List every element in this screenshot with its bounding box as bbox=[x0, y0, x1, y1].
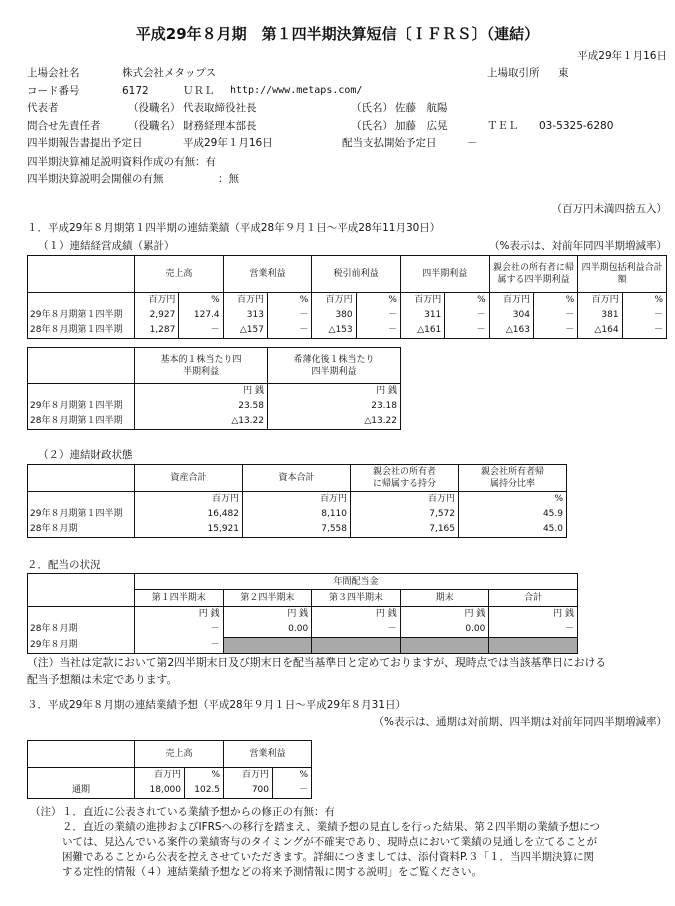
value-cell: 45.0 bbox=[459, 522, 567, 538]
representative-name: 佐藤 航陽 bbox=[395, 102, 448, 114]
row-label: 28年８月期 bbox=[28, 522, 135, 538]
value-cell: 0.00 bbox=[400, 622, 489, 638]
section3-percent-note: （%表示は、通期は対前期、四半期は対前年同四半期増減率） bbox=[373, 716, 667, 728]
name-label: （氏名） bbox=[351, 120, 393, 132]
supplementary-material: 四半期決算補足説明資料作成の有無：有 bbox=[27, 156, 216, 168]
unit-label: 百万円 bbox=[578, 293, 622, 309]
table-row bbox=[28, 293, 667, 309]
column-header: 四半期包括利益合計額 bbox=[578, 256, 667, 293]
value-cell: － bbox=[135, 622, 224, 638]
section1-sub2: （２）連結財政状態 bbox=[38, 449, 133, 461]
table-row bbox=[28, 622, 578, 638]
column-header: 営業利益 bbox=[223, 256, 312, 293]
representative-label: 代表者 bbox=[27, 102, 59, 114]
url-link[interactable]: http://www.metaps.com/ bbox=[230, 85, 363, 96]
value-cell: 1,287 bbox=[135, 323, 179, 339]
header-blank bbox=[28, 256, 135, 293]
row-label: 28年８月期第１四半期 bbox=[28, 323, 135, 339]
column-header: 売上高 bbox=[135, 741, 224, 768]
column-header: 親会社の所有者に帰属する持分 bbox=[351, 465, 459, 492]
value-cell: － bbox=[356, 323, 400, 339]
column-header: 期末 bbox=[400, 590, 489, 607]
header-blank bbox=[28, 465, 135, 492]
unit-label: 円 銭 bbox=[223, 607, 312, 623]
role-label: （役職名） bbox=[128, 120, 181, 132]
column-header: 資産合計 bbox=[135, 465, 243, 492]
forecast-note-2-cont-3: する定性的情報（４）連結業績予想などの将来予測情報に関する説明」をご覧ください。 bbox=[62, 866, 482, 878]
row-label: 29年８月期 bbox=[28, 638, 135, 654]
unit-label: % bbox=[622, 293, 666, 309]
unit-label-blank bbox=[28, 384, 135, 400]
column-header: 第３四半期末 bbox=[312, 590, 401, 607]
value-cell: － bbox=[445, 308, 489, 323]
briefing-label: 四半期決算説明会開催の有無 bbox=[27, 173, 164, 185]
value-cell: － bbox=[267, 323, 311, 339]
section1-percent-note: （%表示は、対前年同四半期増減率） bbox=[489, 240, 667, 252]
forecast-table bbox=[27, 740, 312, 799]
unit-label: 円 銭 bbox=[135, 607, 224, 623]
financial-position-table bbox=[27, 464, 567, 538]
row-label: 28年８月期 bbox=[28, 622, 135, 638]
unit-label: 百万円 bbox=[243, 492, 351, 508]
unit-label: 円 銭 bbox=[135, 384, 268, 400]
column-header: 親会社所有者帰属持分比率 bbox=[459, 465, 567, 492]
table-row bbox=[28, 522, 567, 538]
column-header: 第１四半期末 bbox=[135, 590, 224, 607]
contact-label: 問合せ先責任者 bbox=[27, 120, 101, 132]
report-date-label: 四半期報告書提出予定日 bbox=[27, 137, 143, 149]
dividend-start-label: 配当支払開始予定日 bbox=[342, 137, 437, 149]
table-row bbox=[28, 507, 567, 522]
unit-label: % bbox=[356, 293, 400, 309]
table-row bbox=[28, 768, 312, 784]
column-header: 希薄化後１株当たり四半期利益 bbox=[268, 348, 401, 384]
value-cell: － bbox=[312, 622, 401, 638]
row-label: 29年８月期第１四半期 bbox=[28, 507, 135, 522]
table-row bbox=[28, 348, 401, 384]
unit-label: 百万円 bbox=[489, 293, 533, 309]
value-cell: 380 bbox=[312, 308, 356, 323]
value-cell: 2,927 bbox=[135, 308, 179, 323]
eps-table bbox=[27, 347, 401, 430]
unit-label: % bbox=[179, 293, 223, 309]
forecast-note-2-cont-1: いては、見込んでいる案件の業績寄与のタイミングが不確実であり、現時点において業績の見通しを立てることが bbox=[62, 836, 598, 848]
value-cell: △153 bbox=[312, 323, 356, 339]
unit-label: 百万円 bbox=[135, 492, 243, 508]
value-cell: 304 bbox=[489, 308, 533, 323]
value-cell: 381 bbox=[578, 308, 622, 323]
shaded-cell bbox=[400, 638, 489, 654]
forecast-note-2-cont-2: 困難であることから公表を控えさせていただきます。詳細につきましては、添付資料P.３「１．当四半期決算に関 bbox=[62, 851, 594, 863]
value-cell: － bbox=[445, 323, 489, 339]
value-cell: 0.00 bbox=[223, 622, 312, 638]
unit-label: % bbox=[459, 492, 567, 508]
unit-label: % bbox=[533, 293, 577, 309]
release-date: 平成29年１月16日 bbox=[577, 50, 667, 62]
value-cell: 8,110 bbox=[243, 507, 351, 522]
shaded-cell bbox=[312, 638, 401, 654]
value-cell: △161 bbox=[400, 323, 444, 339]
rounding-note: （百万円未満四捨五入） bbox=[551, 203, 667, 215]
value-cell: 23.58 bbox=[135, 399, 268, 414]
forecast-note-2: ２．直近の業績の進捗およびIFRSへの移行を踏まえ、業績予想の見直しを行った結果、第２四半期の業績予想につ bbox=[62, 821, 601, 833]
row-label: 28年８月期第１四半期 bbox=[28, 414, 135, 430]
header-blank bbox=[28, 348, 135, 384]
table-row bbox=[28, 256, 667, 293]
row-label: 29年８月期第１四半期 bbox=[28, 399, 135, 414]
unit-label: 円 銭 bbox=[312, 607, 401, 623]
unit-label: % bbox=[185, 768, 224, 784]
value-cell: △163 bbox=[489, 323, 533, 339]
contact-name: 加藤 広晃 bbox=[395, 120, 448, 132]
table-row bbox=[28, 308, 667, 323]
report-date-value: 平成29年１月16日 bbox=[183, 137, 273, 149]
value-cell: △157 bbox=[223, 323, 267, 339]
column-header: 第２四半期末 bbox=[223, 590, 312, 607]
row-label: 29年８月期第１四半期 bbox=[28, 308, 135, 323]
value-cell: 311 bbox=[400, 308, 444, 323]
unit-label: 円 銭 bbox=[268, 384, 401, 400]
table-row bbox=[28, 607, 578, 623]
contact-role: 財務経理本部長 bbox=[183, 120, 257, 132]
value-cell: 313 bbox=[223, 308, 267, 323]
row-label: 通期 bbox=[28, 783, 135, 799]
forecast-notes-label: （注） bbox=[30, 806, 62, 818]
value-cell: － bbox=[622, 323, 666, 339]
header-blank bbox=[28, 741, 135, 768]
value-cell: △13.22 bbox=[268, 414, 401, 430]
column-header: 売上高 bbox=[135, 256, 224, 293]
code-value: 6172 bbox=[122, 85, 149, 97]
value-cell: － bbox=[135, 638, 224, 654]
value-cell: － bbox=[356, 308, 400, 323]
section2-note-line2: 配当予想額は未定であります。 bbox=[27, 673, 178, 686]
section3-heading: ３．平成29年８月期の連結業績予想（平成28年９月１日～平成29年８月31日） bbox=[27, 699, 406, 711]
company-label: 上場会社名 bbox=[27, 67, 80, 79]
unit-label-blank bbox=[28, 293, 135, 309]
unit-label: % bbox=[273, 768, 312, 784]
column-header: 資本合計 bbox=[243, 465, 351, 492]
value-cell: － bbox=[267, 308, 311, 323]
value-cell: － bbox=[179, 323, 223, 339]
unit-label: % bbox=[445, 293, 489, 309]
exchange-label: 上場取引所 bbox=[487, 67, 540, 79]
unit-label: 百万円 bbox=[312, 293, 356, 309]
url-label: ＵＲＬ bbox=[183, 85, 215, 97]
name-label: （氏名） bbox=[351, 102, 393, 114]
value-cell: 102.5 bbox=[185, 783, 224, 799]
table-row bbox=[28, 414, 401, 430]
forecast-note-1: １．直近に公表されている業績予想からの修正の有無：有 bbox=[62, 806, 335, 818]
unit-label: 百万円 bbox=[400, 293, 444, 309]
exchange-value: 東 bbox=[558, 67, 569, 79]
representative-role: 代表取締役社長 bbox=[183, 102, 257, 114]
tel-value: 03-5325-6280 bbox=[539, 120, 614, 132]
dividend-start-value: － bbox=[467, 137, 478, 149]
section1-sub1: （１）連結経営成績（累計） bbox=[38, 240, 175, 252]
column-header: 営業利益 bbox=[224, 741, 312, 768]
unit-label: 百万円 bbox=[135, 293, 179, 309]
unit-label: 百万円 bbox=[135, 768, 185, 784]
value-cell: 7,165 bbox=[351, 522, 459, 538]
company-name: 株式会社メタップス bbox=[122, 67, 217, 79]
dividends-table bbox=[27, 573, 578, 654]
value-cell: △164 bbox=[578, 323, 622, 339]
value-cell: － bbox=[533, 323, 577, 339]
tel-label: ＴＥＬ bbox=[487, 120, 519, 132]
column-header: 四半期利益 bbox=[400, 256, 489, 293]
section2-note-line1: （注）当社は定款において第2四半期末日及び期末日を配当基準日と定めておりますが、現時点では当該基準日における bbox=[27, 656, 607, 669]
value-cell: 45.9 bbox=[459, 507, 567, 522]
header-blank bbox=[28, 574, 135, 607]
code-label: コード番号 bbox=[27, 85, 80, 97]
table-row bbox=[28, 492, 567, 508]
unit-label: 円 銭 bbox=[400, 607, 489, 623]
operating-results-table bbox=[27, 255, 667, 339]
unit-label: 百万円 bbox=[223, 293, 267, 309]
table-row bbox=[28, 638, 578, 654]
table-row bbox=[28, 574, 578, 590]
table-row bbox=[28, 399, 401, 414]
table-row bbox=[28, 465, 567, 492]
column-header: 親会社の所有者に帰属する四半期利益 bbox=[489, 256, 578, 293]
shaded-cell bbox=[489, 638, 578, 654]
table-row bbox=[28, 741, 312, 768]
group-header: 年間配当金 bbox=[135, 574, 578, 590]
value-cell: － bbox=[273, 783, 312, 799]
value-cell: － bbox=[622, 308, 666, 323]
column-header: 税引前利益 bbox=[312, 256, 401, 293]
value-cell: 7,558 bbox=[243, 522, 351, 538]
column-header: 合計 bbox=[489, 590, 578, 607]
section2-heading: ２．配当の状況 bbox=[27, 559, 101, 571]
table-row bbox=[28, 384, 401, 400]
unit-label-blank bbox=[28, 607, 135, 623]
value-cell: △13.22 bbox=[135, 414, 268, 430]
section1-heading: １．平成29年８月期第１四半期の連結業績（平成28年９月１日～平成28年11月30日） bbox=[27, 222, 441, 234]
document-title: 平成29年８月期 第１四半期決算短信〔ＩＦＲＳ〕（連結） bbox=[135, 25, 540, 43]
unit-label: 円 銭 bbox=[489, 607, 578, 623]
value-cell: － bbox=[489, 622, 578, 638]
value-cell: 15,921 bbox=[135, 522, 243, 538]
unit-label-blank bbox=[28, 492, 135, 508]
column-header: 基本的１株当たり四半期利益 bbox=[135, 348, 268, 384]
unit-label-blank bbox=[28, 768, 135, 784]
value-cell: 127.4 bbox=[179, 308, 223, 323]
table-row bbox=[28, 323, 667, 339]
unit-label: % bbox=[267, 293, 311, 309]
value-cell: － bbox=[533, 308, 577, 323]
briefing-value: ：無 bbox=[218, 173, 239, 185]
value-cell: 23.18 bbox=[268, 399, 401, 414]
shaded-cell bbox=[223, 638, 312, 654]
unit-label: 百万円 bbox=[351, 492, 459, 508]
value-cell: 7,572 bbox=[351, 507, 459, 522]
value-cell: 16,482 bbox=[135, 507, 243, 522]
unit-label: 百万円 bbox=[224, 768, 273, 784]
value-cell: 18,000 bbox=[135, 783, 185, 799]
role-label: （役職名） bbox=[128, 102, 181, 114]
value-cell: 700 bbox=[224, 783, 273, 799]
table-row bbox=[28, 783, 312, 799]
